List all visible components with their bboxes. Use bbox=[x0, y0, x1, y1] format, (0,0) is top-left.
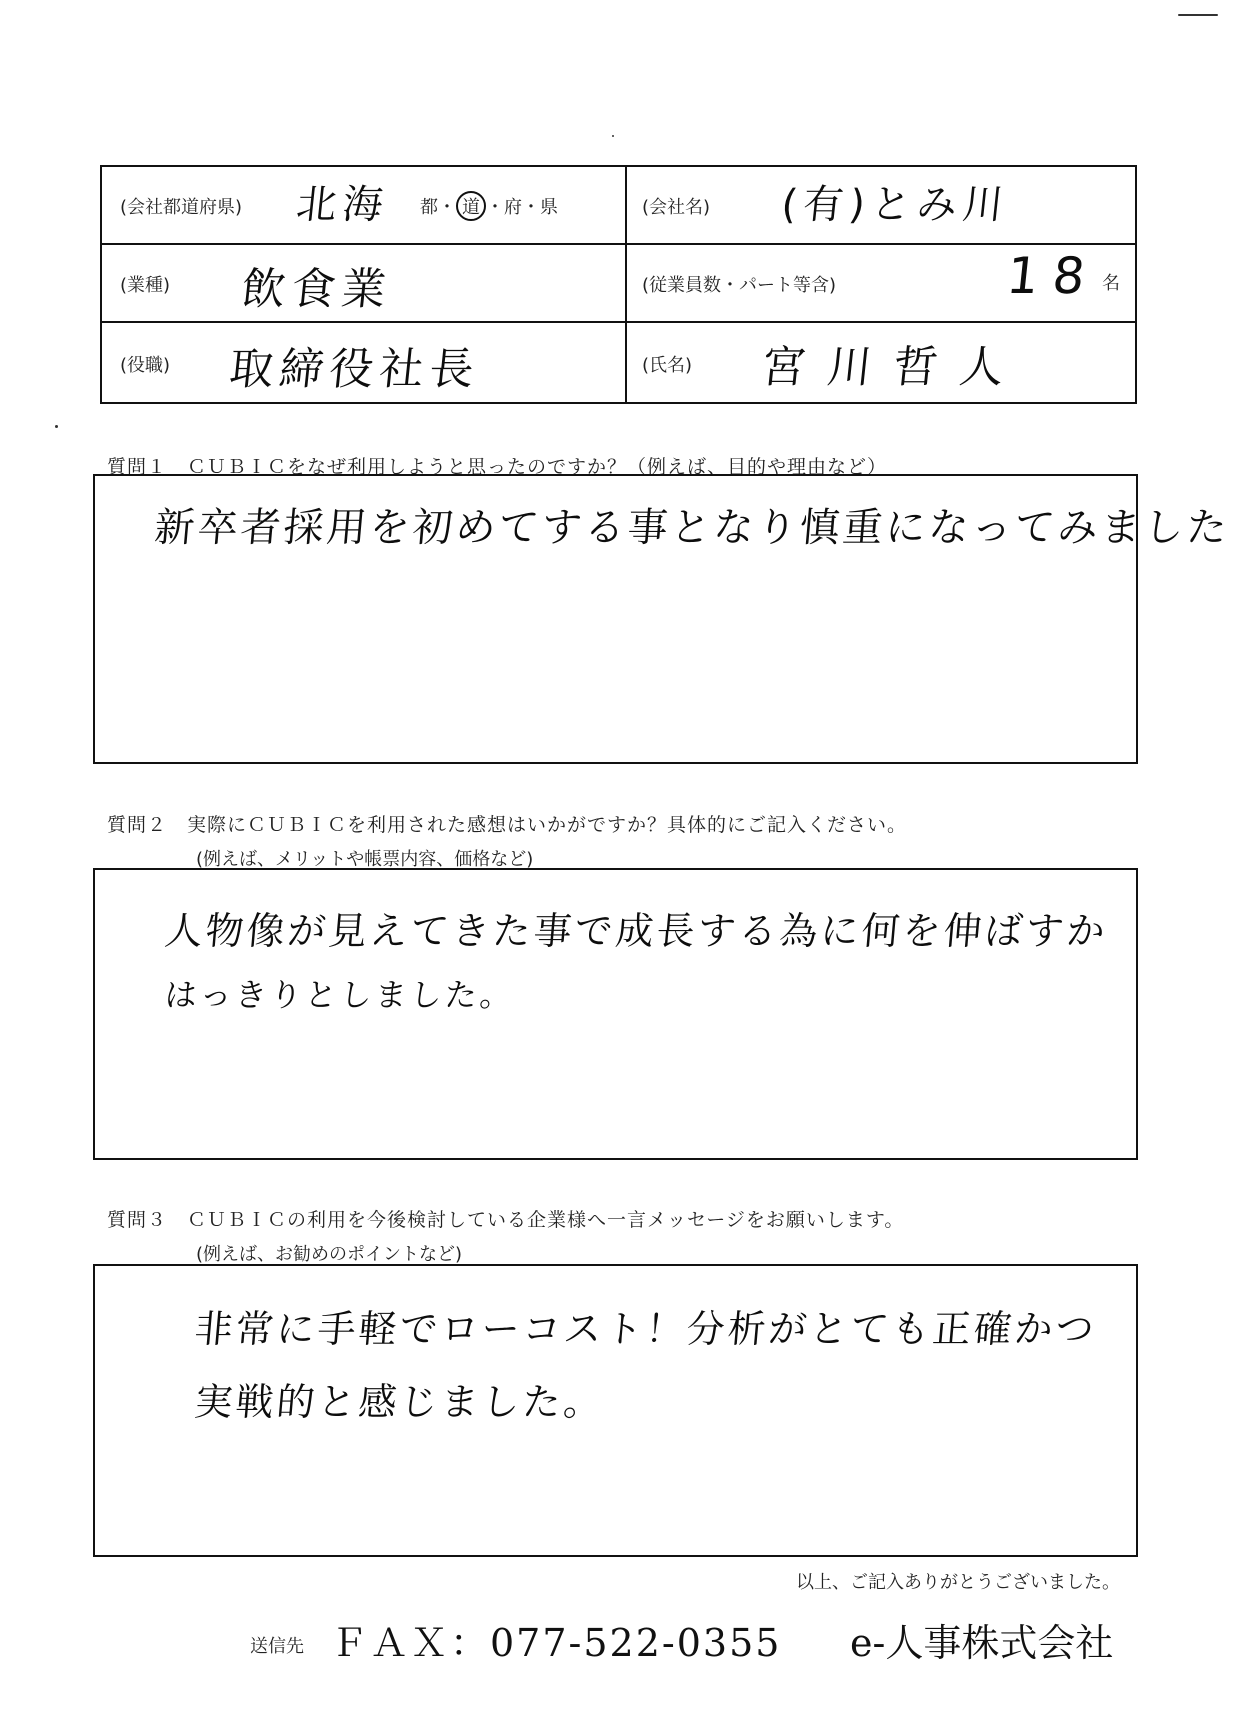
employees-unit: 名 bbox=[1102, 273, 1120, 294]
scan-artifact bbox=[1178, 14, 1218, 16]
company-label: (会社名) bbox=[642, 197, 711, 218]
info-row-position-name bbox=[102, 323, 1135, 404]
q3-answer-line-2: 実戦的と感じました。 bbox=[192, 1380, 607, 1424]
fax-number: ＦＡＸ：077-522-0355 bbox=[330, 1621, 782, 1665]
company-name: e-人事株式会社 bbox=[850, 1621, 1114, 1665]
position-value: 取締役社長 bbox=[226, 344, 483, 395]
q3-answer-box bbox=[93, 1264, 1138, 1557]
prefecture-suffix bbox=[420, 191, 558, 221]
q2-answer-line-2: はっきりとしました。 bbox=[163, 976, 517, 1014]
name-label: (氏名) bbox=[642, 355, 693, 376]
q3-subtitle: (例えば、お勧めのポイントなど) bbox=[196, 1244, 463, 1265]
employees-value: 18 bbox=[1003, 247, 1102, 305]
employees-label: (従業員数・パート等含) bbox=[642, 275, 837, 296]
prefecture-label: (会社都道府県) bbox=[120, 197, 243, 218]
send-to-label: 送信先 bbox=[250, 1636, 304, 1657]
company-value: (有)とみ川 bbox=[779, 182, 1012, 228]
scan-artifact bbox=[55, 425, 58, 428]
prefecture-suffix-to: 都・ bbox=[420, 197, 456, 218]
q2-answer-box bbox=[93, 868, 1138, 1160]
q2-title: 質問２ 実際にＣＵＢＩＣを利用された感想はいかがですか？具体的にご記入ください。 bbox=[107, 814, 908, 836]
industry-value: 飲食業 bbox=[238, 264, 395, 315]
q1-answer-line-1: 新卒者採用を初めてする事となり慎重になってみました bbox=[152, 505, 1232, 551]
q1-answer-box bbox=[93, 474, 1232, 764]
prefecture-value: 北海 bbox=[294, 182, 392, 228]
q3-title: 質問３ ＣＵＢＩＣの利用を今後検討している企業様へ一言メッセージをお願いします。 bbox=[107, 1209, 905, 1231]
q2-subtitle: (例えば、メリットや帳票内容、価格など) bbox=[196, 849, 534, 870]
industry-label: (業種) bbox=[120, 275, 171, 296]
position-label: (役職) bbox=[120, 355, 171, 376]
q3-answer-line-1: 非常に手軽でローコスト！分析がとても正確かつ bbox=[192, 1307, 1099, 1351]
prefecture-suffix-circled: 道 bbox=[456, 191, 486, 221]
scan-artifact bbox=[612, 135, 614, 137]
company-info-table bbox=[100, 165, 1137, 404]
name-value: 宮川哲人 bbox=[758, 342, 1029, 393]
info-row-prefecture-company bbox=[102, 167, 1135, 245]
q1-title: 質問１ ＣＵＢＩＣをなぜ利用しようと思ったのですか？（例えば、目的や理由など） bbox=[107, 456, 888, 478]
prefecture-suffix-rest: ・府・県 bbox=[486, 197, 558, 218]
info-row-industry-employees bbox=[102, 245, 1135, 323]
closing-text: 以上、ご記入ありがとうございました。 bbox=[796, 1572, 1120, 1593]
q2-answer-line-1: 人物像が見えてきた事で成長する為に何を伸ばすか bbox=[162, 909, 1110, 953]
